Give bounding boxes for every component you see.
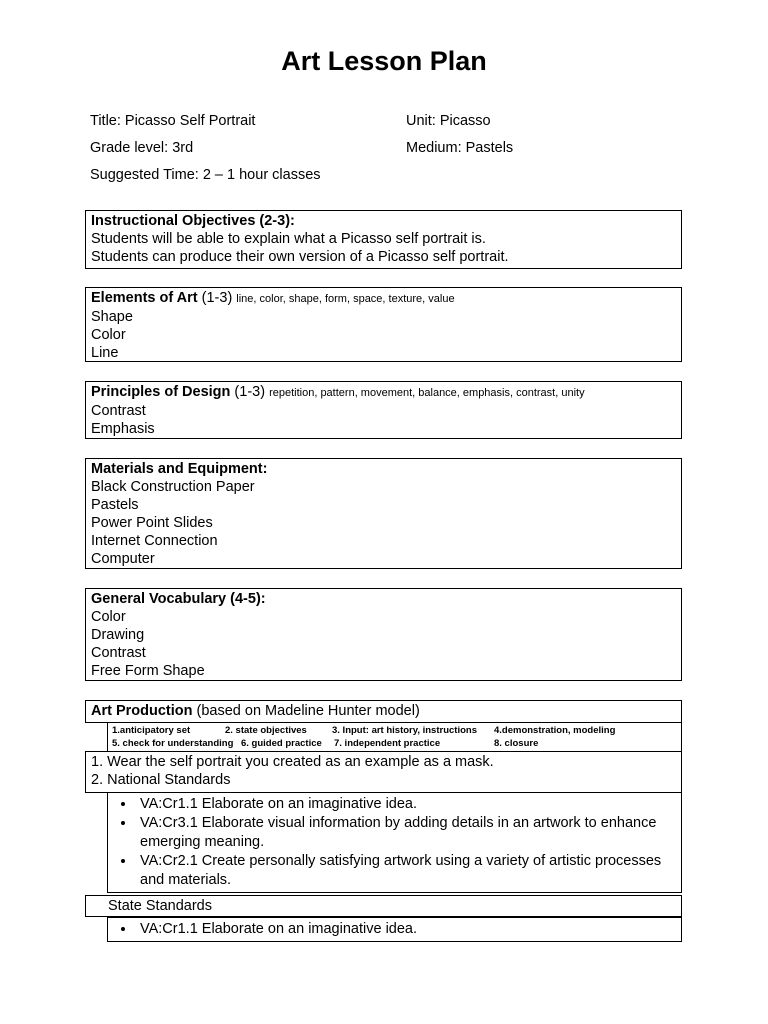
lesson-title: Title: Picasso Self Portrait [90, 113, 256, 129]
elements-box [85, 287, 682, 362]
elements-hint: line, color, shape, form, space, texture, value [236, 293, 455, 305]
principles-box [85, 381, 682, 439]
material-item: Computer [91, 551, 155, 567]
procedure-step: 2. National Standards [91, 772, 231, 788]
key-item: 4.demonstration, modeling [494, 725, 616, 736]
standard-item: • VA:Cr3.1 Elaborate visual information by adding details in an artwork to enhance emerging meaning. [136, 814, 681, 852]
elements-range: (1-3) [197, 290, 237, 306]
vocabulary-item: Drawing [91, 627, 145, 643]
key-item: 5. check for understanding [112, 738, 234, 749]
key-item: 2. state objectives [225, 725, 307, 736]
hunter-steps-key [107, 722, 682, 752]
suggested-time: Suggested Time: 2 – 1 hour classes [90, 167, 321, 183]
principles-hint: repetition, pattern, movement, balance, emphasis, contrast, unity [269, 387, 585, 399]
procedure-box [85, 751, 682, 793]
materials-box [85, 458, 682, 569]
material-item: Internet Connection [91, 533, 218, 549]
objectives-box [85, 210, 682, 269]
medium: Medium: Pastels [406, 140, 514, 156]
principles-heading: Principles of Design [91, 384, 231, 400]
key-item: 1.anticipatory set [112, 725, 191, 736]
material-item: Black Construction Paper [91, 479, 255, 495]
objectives-heading: Instructional Objectives (2-3): [91, 213, 295, 229]
principles-range: (1-3) [230, 384, 270, 400]
key-item: 3. Input: art history, instructions [332, 725, 477, 736]
key-item: 8. closure [494, 738, 539, 749]
key-item: 6. guided practice [241, 738, 322, 749]
procedure-step: 1. Wear the self portrait you created as an example as a mask. [91, 754, 494, 770]
state-standards-box [107, 917, 682, 942]
vocabulary-item: Contrast [91, 645, 146, 661]
materials-heading: Materials and Equipment: [91, 461, 268, 477]
key-item: 7. independent practice [334, 738, 441, 749]
vocabulary-heading: General Vocabulary (4-5): [91, 591, 266, 607]
production-note: (based on Madeline Hunter model) [192, 703, 420, 719]
standard-item: • VA:Cr2.1 Create personally satisfying artwork using a variety of artistic processes and materials. [136, 852, 681, 890]
element-item: Shape [91, 309, 133, 325]
state-standards-heading: State Standards [108, 898, 212, 914]
vocabulary-item: Color [91, 609, 126, 625]
element-item: Color [91, 327, 126, 343]
grade-level: Grade level: 3rd [90, 140, 194, 156]
principle-item: Emphasis [91, 421, 155, 437]
production-heading: Art Production [91, 703, 193, 719]
objective-line: Students will be able to explain what a Picasso self portrait is. [91, 231, 486, 247]
page-title: Art Lesson Plan [281, 46, 487, 76]
elements-heading: Elements of Art [91, 290, 198, 306]
material-item: Power Point Slides [91, 515, 213, 531]
element-item: Line [91, 345, 119, 361]
national-standards-box [107, 792, 682, 893]
state-standards-header [85, 895, 682, 917]
vocabulary-box [85, 588, 682, 681]
material-item: Pastels [91, 497, 139, 513]
objective-line: Students can produce their own version of a Picasso self portrait. [91, 249, 509, 265]
principle-item: Contrast [91, 403, 146, 419]
standard-item: • VA:Cr1.1 Elaborate on an imaginative idea. [136, 795, 681, 814]
vocabulary-item: Free Form Shape [91, 663, 205, 679]
standard-item: • VA:Cr1.1 Elaborate on an imaginative idea. [136, 920, 681, 939]
production-box [85, 700, 682, 723]
lesson-unit: Unit: Picasso [406, 113, 491, 129]
